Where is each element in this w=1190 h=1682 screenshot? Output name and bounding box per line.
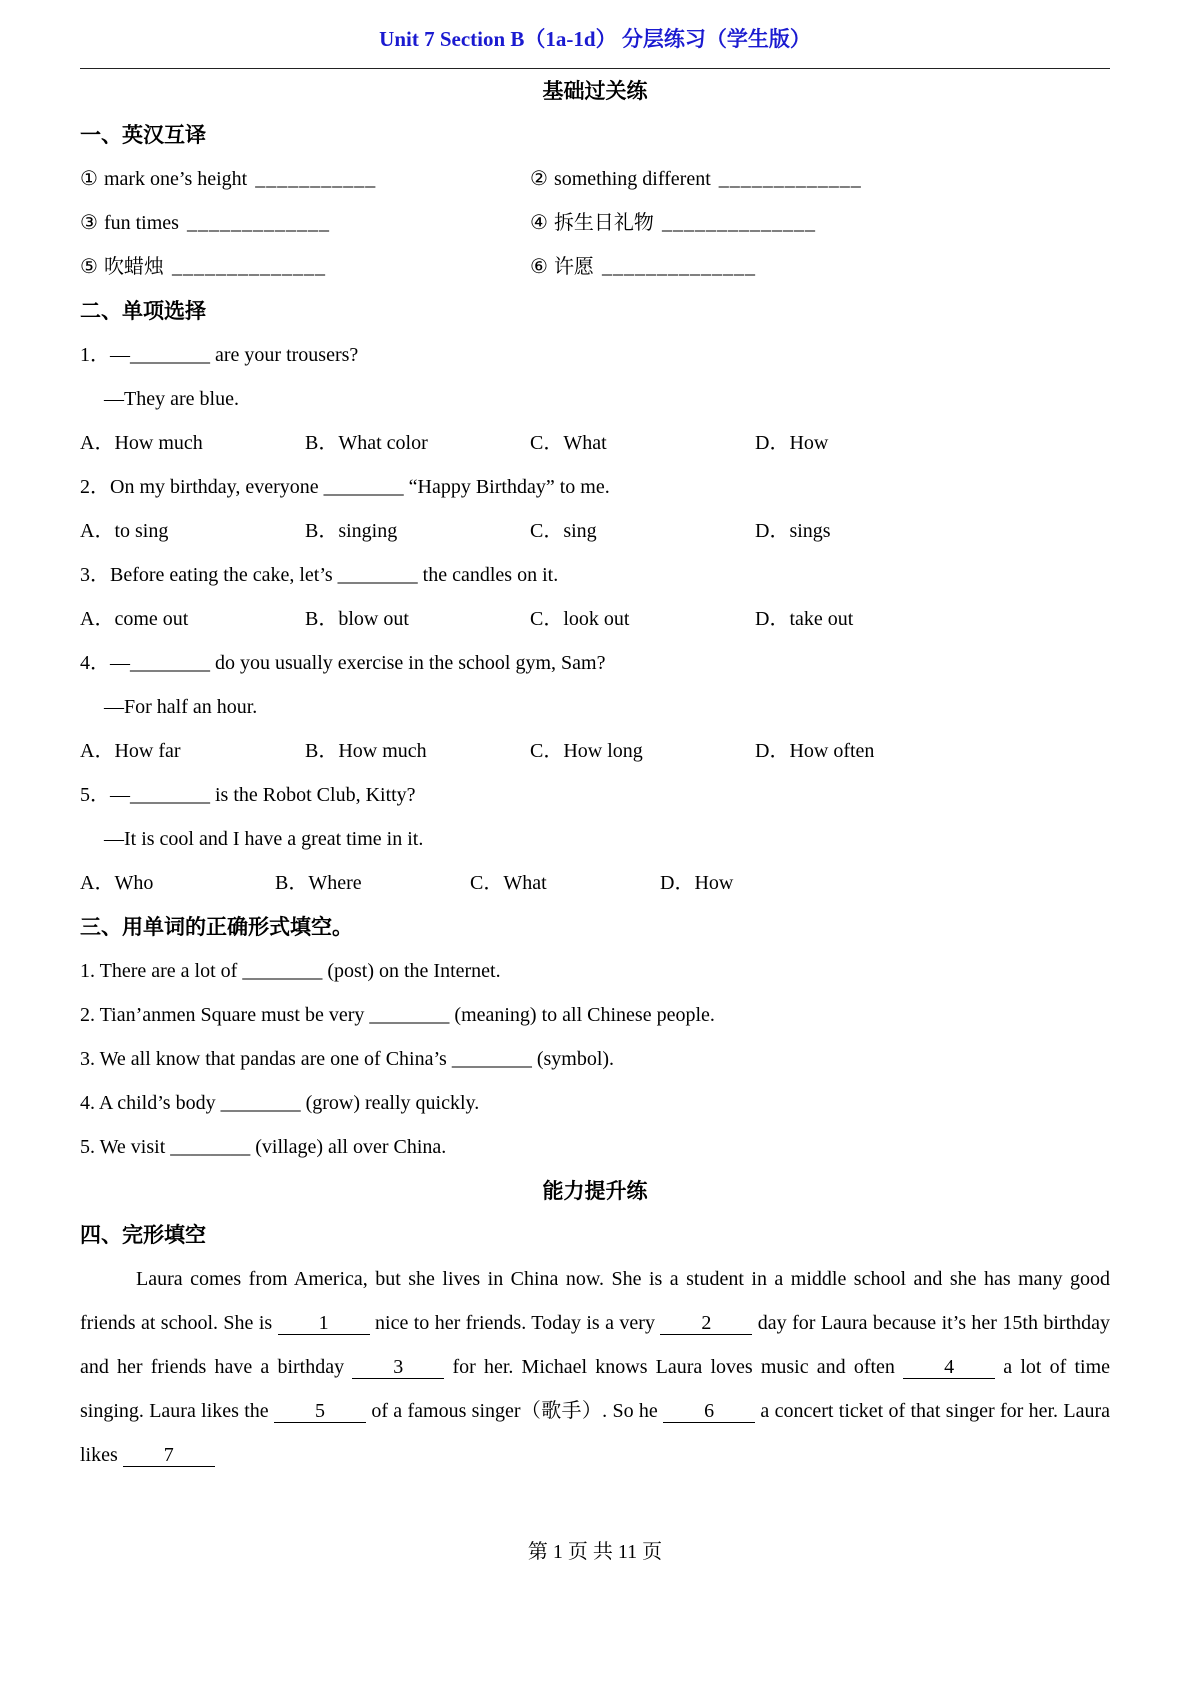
fill-item-1: 1. There are a lot of ________ (post) on the Internet. [80, 960, 501, 982]
options-row [80, 509, 1110, 553]
cloze-blank-4: 4 [903, 1356, 995, 1379]
option-b: B．singing [305, 520, 398, 542]
option-a: A．Who [80, 872, 154, 894]
translation-item-2 [530, 157, 1110, 201]
cloze-text: for her. Michael knows Laura loves music and often [444, 1356, 904, 1378]
option-d: D．How often [755, 740, 875, 762]
option-c: C．What [470, 872, 547, 894]
option-a: A．to sing [80, 520, 169, 542]
fill-item-3: 3. We all know that pandas are one of China’s ________ (symbol). [80, 1048, 615, 1070]
option-c: C．sing [530, 520, 597, 542]
translation-grid [80, 157, 1110, 289]
translation-item-4 [530, 201, 1110, 245]
fill-item-4: 4. A child’s body ________ (grow) really quickly. [80, 1092, 480, 1114]
question-5 [80, 773, 1110, 905]
question-2 [80, 465, 1110, 553]
question-stem: 2．On my birthday, everyone ________ “Happy Birthday” to me. [80, 476, 610, 498]
answer-blank: ______________ [171, 256, 326, 278]
options-row [80, 729, 1110, 773]
option-a: A．How much [80, 432, 203, 454]
cloze-blank-6: 6 [663, 1400, 755, 1423]
question-stem: 4．—________ do you usually exercise in the school gym, Sam? [80, 652, 606, 674]
item-text: something different [553, 168, 711, 190]
cloze-text: day for Laura because it’s her 15th birthday and her friends have a birthday [80, 1312, 1111, 1378]
section4-heading: 四、完形填空 [80, 1223, 206, 1247]
item-text: mark one’s height [103, 168, 248, 190]
item-number: ② [530, 168, 548, 190]
option-d: D．How [755, 432, 829, 454]
cloze-blank-2: 2 [660, 1312, 752, 1335]
question-stem: 5．—________ is the Robot Club, Kitty? [80, 784, 416, 806]
cloze-text: nice to her friends. Today is a very [369, 1312, 661, 1334]
section2-heading: 二、单项选择 [80, 299, 206, 323]
page-number: 第 1 页 共 11 页 [527, 1541, 663, 1563]
answer-blank: ___________ [255, 168, 377, 190]
item-number: ⑤ [80, 256, 98, 278]
answer-blank: ______________ [601, 256, 756, 278]
option-a: A．How far [80, 740, 181, 762]
banner-basic-practice: 基础过关练 [542, 79, 648, 103]
item-number: ⑥ [530, 256, 548, 278]
option-d: D．sings [755, 520, 831, 542]
fill-item-2: 2. Tian’anmen Square must be very ________ (meaning) to all Chinese people. [80, 1004, 715, 1026]
document-title: Unit 7 Section B（1a-1d） 分层练习（学生版） [379, 27, 811, 51]
option-d: D．How [660, 872, 734, 894]
option-c: C．look out [530, 608, 630, 630]
translation-item-5 [80, 245, 530, 289]
option-a: A．come out [80, 608, 189, 630]
question-3 [80, 553, 1110, 641]
section1-heading: 一、英汉互译 [80, 123, 206, 147]
question-1 [80, 333, 1110, 465]
options-row [80, 861, 1110, 905]
option-c: C．What [530, 432, 607, 454]
section3-heading: 三、用单词的正确形式填空。 [80, 915, 353, 939]
cloze-text: Laura comes from America, but she lives in China now. She is a student in a middle school and she has many good friends at school. She is [80, 1268, 1110, 1334]
option-b: B．Where [275, 872, 362, 894]
options-row [80, 597, 1110, 641]
option-b: B．blow out [305, 608, 409, 630]
translation-item-1 [80, 157, 530, 201]
fill-item-5: 5. We visit ________ (village) all over China. [80, 1136, 447, 1158]
cloze-text: a concert ticket of that singer for her. Laura likes [80, 1400, 1111, 1466]
question-stem: 3．Before eating the cake, let’s ________ the candles on it. [80, 564, 559, 586]
item-number: ④ [530, 212, 548, 234]
cloze-blank-1: 1 [278, 1312, 370, 1335]
item-text: 许愿 [553, 256, 594, 278]
option-b: B．What color [305, 432, 428, 454]
item-text: fun times [103, 212, 179, 234]
question-reply: —For half an hour. [104, 696, 258, 718]
cloze-paragraph [80, 1257, 1110, 1477]
item-text: 拆生日礼物 [553, 212, 654, 234]
answer-blank: _____________ [186, 212, 330, 234]
question-stem: 1．—________ are your trousers? [80, 344, 359, 366]
cloze-text: a lot of time singing. Laura likes the [80, 1356, 1110, 1422]
option-c: C．How long [530, 740, 643, 762]
translation-item-3 [80, 201, 530, 245]
item-number: ① [80, 168, 98, 190]
question-4 [80, 641, 1110, 773]
answer-blank: ______________ [661, 212, 816, 234]
cloze-blank-7: 7 [123, 1444, 215, 1467]
cloze-blank-5: 5 [274, 1400, 366, 1423]
option-d: D．take out [755, 608, 854, 630]
answer-blank: _____________ [718, 168, 862, 190]
cloze-text: of a famous singer（歌手）. So he [366, 1400, 664, 1422]
question-reply: —They are blue. [104, 388, 239, 410]
translation-item-6 [530, 245, 1110, 289]
item-text: 吹蜡烛 [103, 256, 164, 278]
banner-advanced-practice: 能力提升练 [542, 1179, 648, 1203]
option-b: B．How much [305, 740, 427, 762]
cloze-blank-3: 3 [352, 1356, 444, 1379]
question-reply: —It is cool and I have a great time in it. [104, 828, 424, 850]
options-row [80, 421, 1110, 465]
item-number: ③ [80, 212, 98, 234]
